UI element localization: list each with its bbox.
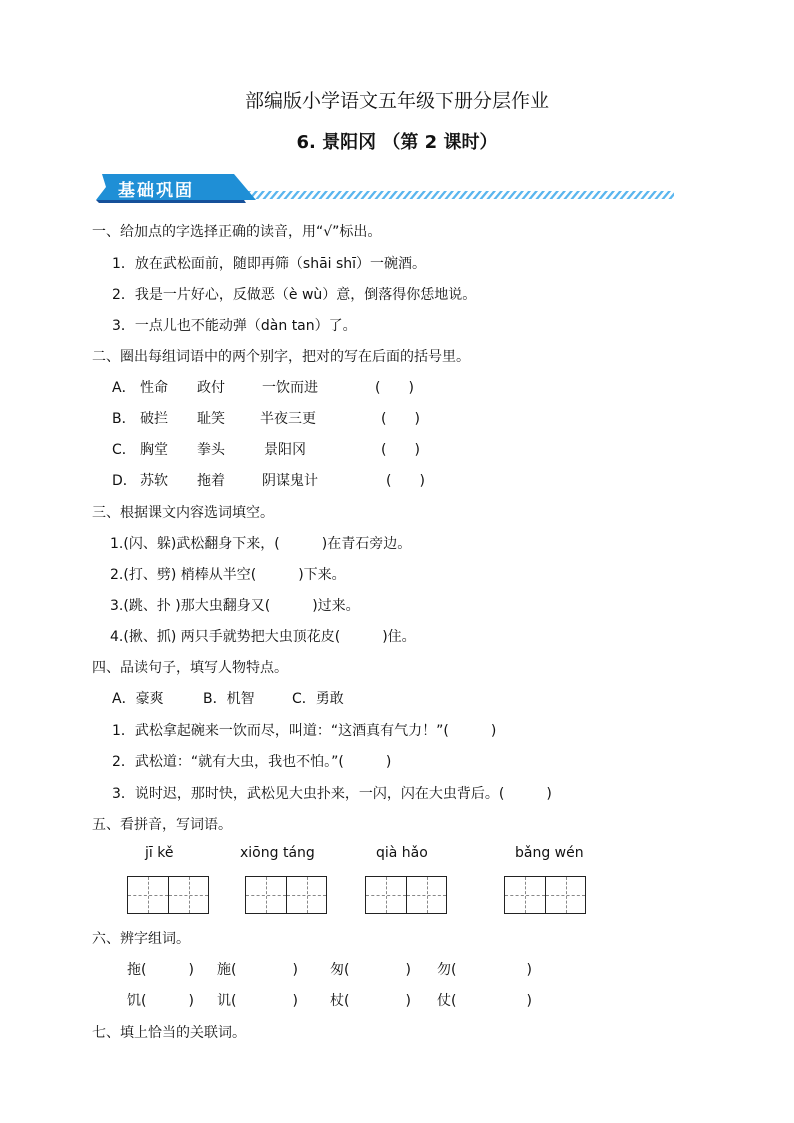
q3-item-3: 3.(跳、扑 )那大虫翻身又( )过来。: [110, 598, 360, 614]
q4-option-b: B．机智: [203, 691, 255, 707]
q6-r2-4: 仗( ): [437, 993, 532, 1009]
q6-r2-1: 饥( ): [127, 993, 194, 1009]
q5-heading: 五、看拼音，写词语。: [92, 817, 232, 833]
q1-item-1: 1．放在武松面前，随即再筛（shāi shī）一碗酒。: [112, 256, 427, 272]
q6-r1-1: 拖( ): [127, 962, 194, 978]
writing-grid-3[interactable]: [365, 876, 447, 914]
q2-row-d-word1: 苏软: [140, 473, 168, 489]
q2-row-d-label: D．: [112, 473, 137, 489]
q2-row-a-word2: 政付: [197, 380, 225, 396]
q3-item-4: 4.(揪、抓) 两只手就势把大虫顶花皮( )住。: [110, 629, 416, 645]
section-banner: [96, 172, 676, 204]
q5-pinyin-4: bǎng wén: [515, 845, 584, 861]
q2-row-b-paren: ( ): [381, 411, 420, 427]
q2-row-c-paren: ( ): [381, 442, 420, 458]
q2-row-b-label: B．: [112, 411, 136, 427]
q3-item-2: 2.(打、劈) 梢棒从半空( )下来。: [110, 567, 346, 583]
q1-heading: 一、给加点的字选择正确的读音，用“√”标出。: [92, 224, 382, 240]
q3-heading: 三、根据课文内容选词填空。: [92, 505, 274, 521]
q2-row-b-word1: 破拦: [140, 411, 168, 427]
q2-heading: 二、圈出每组词语中的两个别字，把对的写在后面的括号里。: [92, 349, 470, 365]
banner-label: 基础巩固: [118, 181, 194, 201]
writing-grid-4[interactable]: [504, 876, 586, 914]
q2-row-d-paren: ( ): [386, 473, 425, 489]
q5-pinyin-2: xiōng táng: [240, 845, 315, 861]
q6-r1-3: 匆( ): [330, 962, 411, 978]
q2-row-c-label: C．: [112, 442, 136, 458]
q4-item-3: 3．说时迟，那时快，武松见大虫扑来，一闪，闪在大虫背后。( ): [112, 786, 552, 802]
q2-row-c-word3: 景阳冈: [264, 442, 306, 458]
q2-row-d-word3: 阴谋鬼计: [262, 473, 318, 489]
q1-item-2: 2．我是一片好心，反做恶（è wù）意，倒落得你恁地说。: [112, 287, 477, 303]
q4-item-2: 2．武松道：“就有大虫，我也不怕。”( ): [112, 754, 392, 770]
q5-pinyin-3: qià hǎo: [376, 845, 428, 861]
q2-row-a-paren: ( ): [375, 380, 414, 396]
q2-row-c-word1: 胸堂: [140, 442, 168, 458]
q2-row-a-label: A．: [112, 380, 136, 396]
q6-r1-4: 勿( ): [437, 962, 532, 978]
q6-r2-2: 讥( ): [217, 993, 298, 1009]
q5-pinyin-1: jī kě: [145, 845, 174, 861]
lesson-title: 6. 景阳冈 （第 2 课时）: [296, 132, 498, 153]
document-title: 部编版小学语文五年级下册分层作业: [244, 90, 549, 112]
q6-r1-2: 施( ): [217, 962, 298, 978]
q2-row-a-word1: 性命: [140, 380, 168, 396]
q7-heading: 七、填上恰当的关联词。: [92, 1025, 246, 1041]
writing-grid-2[interactable]: [245, 876, 327, 914]
writing-grid-1[interactable]: [127, 876, 209, 914]
q2-row-b-word2: 耻笑: [197, 411, 225, 427]
q2-row-d-word2: 拖着: [197, 473, 225, 489]
q1-item-3: 3．一点儿也不能动弹（dàn tan）了。: [112, 318, 357, 334]
q2-row-a-word3: 一饮而进: [262, 380, 318, 396]
q4-option-c: C．勇敢: [292, 691, 344, 707]
q2-row-c-word2: 拳头: [197, 442, 225, 458]
q2-row-b-word3: 半夜三更: [260, 411, 316, 427]
q6-heading: 六、辨字组词。: [92, 931, 190, 947]
q4-heading: 四、品读句子，填写人物特点。: [92, 660, 288, 676]
q3-item-1: 1.(闪、躲)武松翻身下来，( )在青石旁边。: [110, 536, 412, 552]
q4-option-a: A．豪爽: [112, 691, 164, 707]
q4-item-1: 1．武松拿起碗来一饮而尽，叫道：“这酒真有气力！”( ): [112, 723, 497, 739]
q6-r2-3: 杖( ): [330, 993, 411, 1009]
